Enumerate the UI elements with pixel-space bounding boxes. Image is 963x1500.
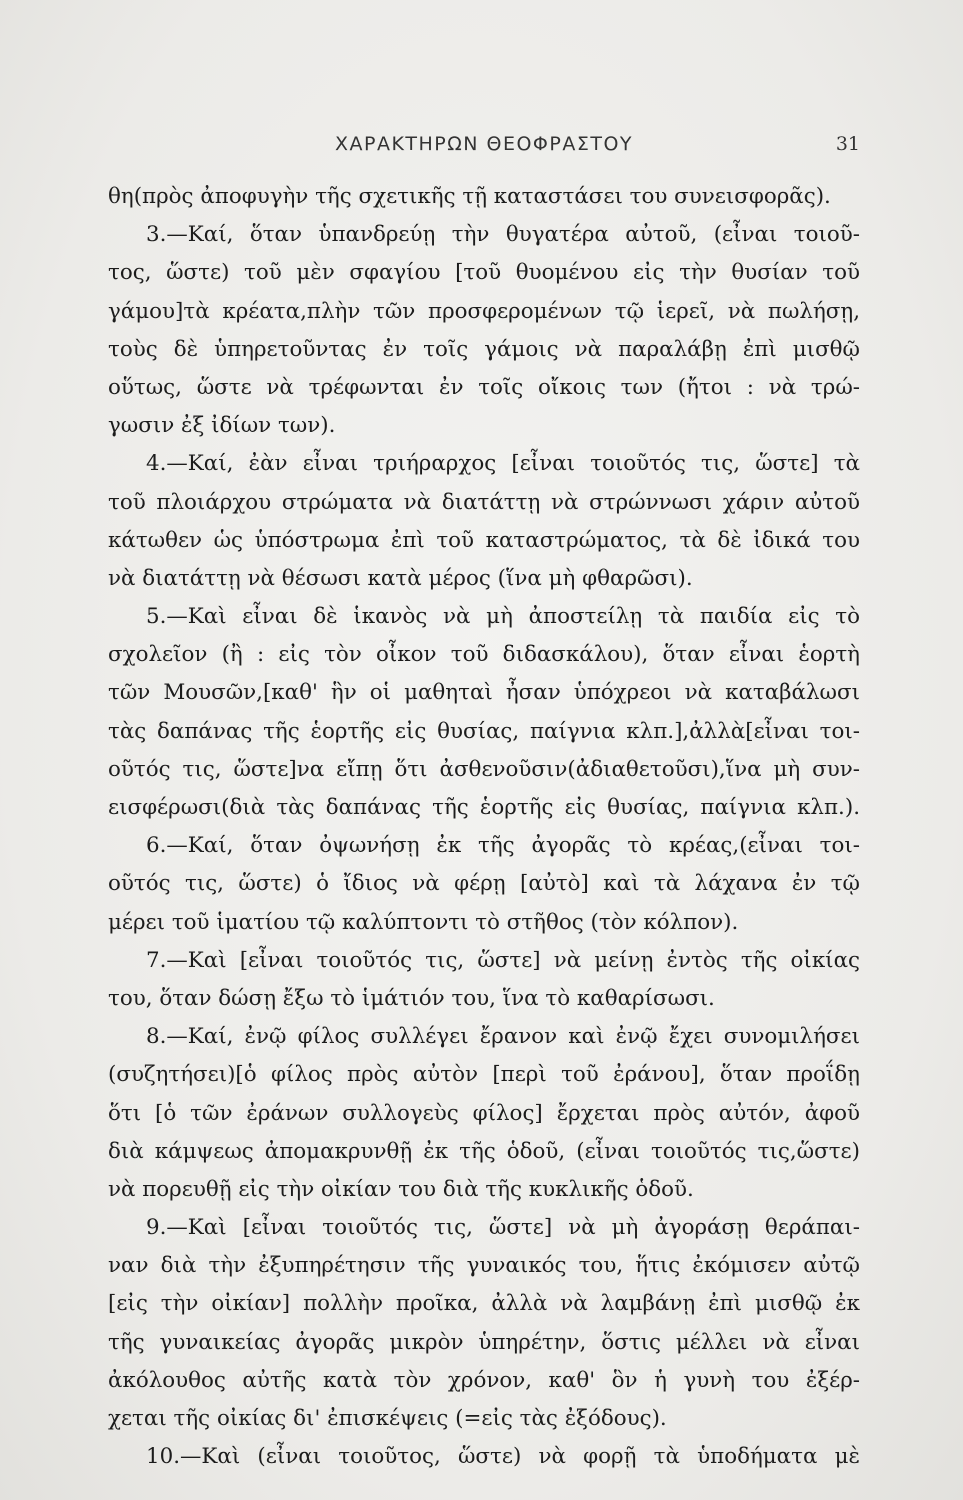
page-number: 31 [835,133,860,155]
text-line: 5.—Καὶ εἶναι δὲ ἱκανὸς νὰ μὴ ἀποστείλῃ τὰ παιδία εἰς τὸ [146,604,860,630]
text-line: διὰ κάμψεως ἀπομακρυνθῇ ἐκ τῆς ὁδοῦ, (εἶναι τοιοῦτός τις,ὥστε) [108,1138,860,1164]
text-line: σχολεῖον (ἢ : εἰς τὸν οἶκον τοῦ διδασκάλου), ὅταν εἶναι ἑορτὴ [108,642,860,668]
text-line: οῦτός τις, ὥστε) ὁ ἴδιος νὰ φέρῃ [αὐτὸ] καὶ τὰ λάχανα ἐν τῷ [108,871,860,897]
text-line: τος, ὥστε) τοῦ μὲν σφαγίου [τοῦ θυομένου εἰς τὴν θυσίαν τοῦ [108,260,860,286]
text-line: τοῦ πλοιάρχου στρώματα νὰ διατάττῃ νὰ στρώννωσι χάριν αὐτοῦ [108,489,860,515]
text-line: τῆς γυναικείας ἀγορᾶς μικρὸν ὑπηρέτην, ὅστις μέλλει νὰ εἶναι [108,1329,860,1355]
text-line: τῶν Μουσῶν,[καθ' ἣν οἱ μαθηταὶ ἦσαν ὑπόχρεοι νὰ καταβάλωσι [108,680,860,706]
text-line: 4.—Καί, ἐὰν εἶναι τριήραρχος [εἶναι τοιοῦτός τις, ὥστε] τὰ [146,451,860,477]
text-line: τοὺς δὲ ὑπηρετοῦντας ἐν τοῖς γάμοις νὰ παραλάβῃ ἐπὶ μισθῷ [108,336,860,362]
text-line: 10.—Καὶ (εἶναι τοιοῦτος, ὥστε) νὰ φορῇ τὰ ὑποδήματα μὲ [146,1444,860,1470]
text-line: [εἰς τὴν οἰκίαν] πολλὴν προῖκα, ἀλλὰ νὰ λαμβάνῃ ἐπὶ μισθῷ ἐκ [108,1291,860,1317]
text-line: 6.—Καί, ὅταν ὀψωνήσῃ ἐκ τῆς ἀγορᾶς τὸ κρέας,(εἶναι τοι- [146,833,860,859]
text-line: 7.—Καὶ [εἶναι τοιοῦτός τις, ὥστε] νὰ μείνῃ ἐντὸς τῆς οἰκίας [146,947,860,973]
text-line: μέρει τοῦ ἱματίου τῷ καλύπτοντι τὸ στῆθος (τὸν κόλπον). [108,909,739,935]
text-line: του, ὅταν δώσῃ ἔξω τὸ ἱμάτιόν του, ἵνα τὸ καθαρίσωσι. [108,985,715,1011]
text-line: ὅτι [ὁ τῶν ἐράνων συλλογεὺς φίλος] ἔρχεται πρὸς αὐτόν, ἀφοῦ [108,1100,860,1126]
text-line: 8.—Καί, ἐνῷ φίλος συλλέγει ἔρανον καὶ ἐνῷ ἔχει συνομιλήσει [146,1024,860,1050]
text-line: θη(πρὸς ἀποφυγὴν τῆς σχετικῆς τῇ καταστάσει του συνεισφορᾶς). [108,184,831,209]
text-line: γάμου]τὰ κρέατα,πλὴν τῶν προσφερομένων τῷ ἱερεῖ, νὰ πωλήσῃ, [108,298,860,324]
text-line: (συζητήσει)[ὁ φίλος πρὸς αὐτὸν [περὶ τοῦ ἐράνου], ὅταν προΐδῃ [108,1062,860,1088]
text-line: ναν διὰ τὴν ἐξυπηρέτησιν τῆς γυναικός του, ἥτις ἐκόμισεν αὐτῷ [108,1253,860,1279]
text-line: τὰς δαπάνας τῆς ἑορτῆς εἰς θυσίας, παίγνια κλπ.],ἀλλὰ[εἶναι τοι- [108,718,860,744]
text-line: εισφέρωσι(διὰ τὰς δαπάνας τῆς ἑορτῆς εἰς θυσίας, παίγνια κλπ.). [108,795,860,820]
body-text [108,178,860,1476]
text-line: 9.—Καὶ [εἶναι τοιοῦτός τις, ὥστε] νὰ μὴ ἀγοράσῃ θεράπαι- [146,1215,860,1241]
text-line: οὕτως, ὥστε νὰ τρέφωνται ἐν τοῖς οἴκοις των (ἤτοι : νὰ τρώ- [108,374,860,400]
running-head [108,133,860,163]
text-line: οῦτός τις, ὥστε]να εἴπῃ ὅτι ἀσθενοῦσιν(ἀδιαθετοῦσι),ἵνα μὴ συν- [108,756,860,782]
text-line: χεται τῆς οἰκίας δι' ἐπισκέψεις (=εἰς τὰς ἐξόδους). [108,1406,667,1431]
text-line: 3.—Καί, ὅταν ὑπανδρεύῃ τὴν θυγατέρα αὐτοῦ, (εἶναι τοιοῦ- [146,222,860,248]
text-line: ἀκόλουθος αὐτῆς κατὰ τὸν χρόνον, καθ' ὃν ἡ γυνὴ του ἐξέρ- [108,1367,860,1393]
text-line: γωσιν ἐξ ἰδίων των). [108,413,336,439]
text-line: κάτωθεν ὡς ὑπόστρωμα ἐπὶ τοῦ καταστρώματος, τὰ δὲ ἰδικά του [108,527,860,553]
text-line: νὰ διατάττῃ νὰ θέσωσι κατὰ μέρος (ἵνα μὴ φθαρῶσι). [108,565,693,591]
text-line: νὰ πορευθῇ εἰς τὴν οἰκίαν του διὰ τῆς κυκλικῆς ὁδοῦ. [108,1176,694,1202]
running-title: ΧΑΡΑΚΤΗΡΩΝ ΘΕΟΦΡΑΣΤΟΥ [334,133,634,155]
